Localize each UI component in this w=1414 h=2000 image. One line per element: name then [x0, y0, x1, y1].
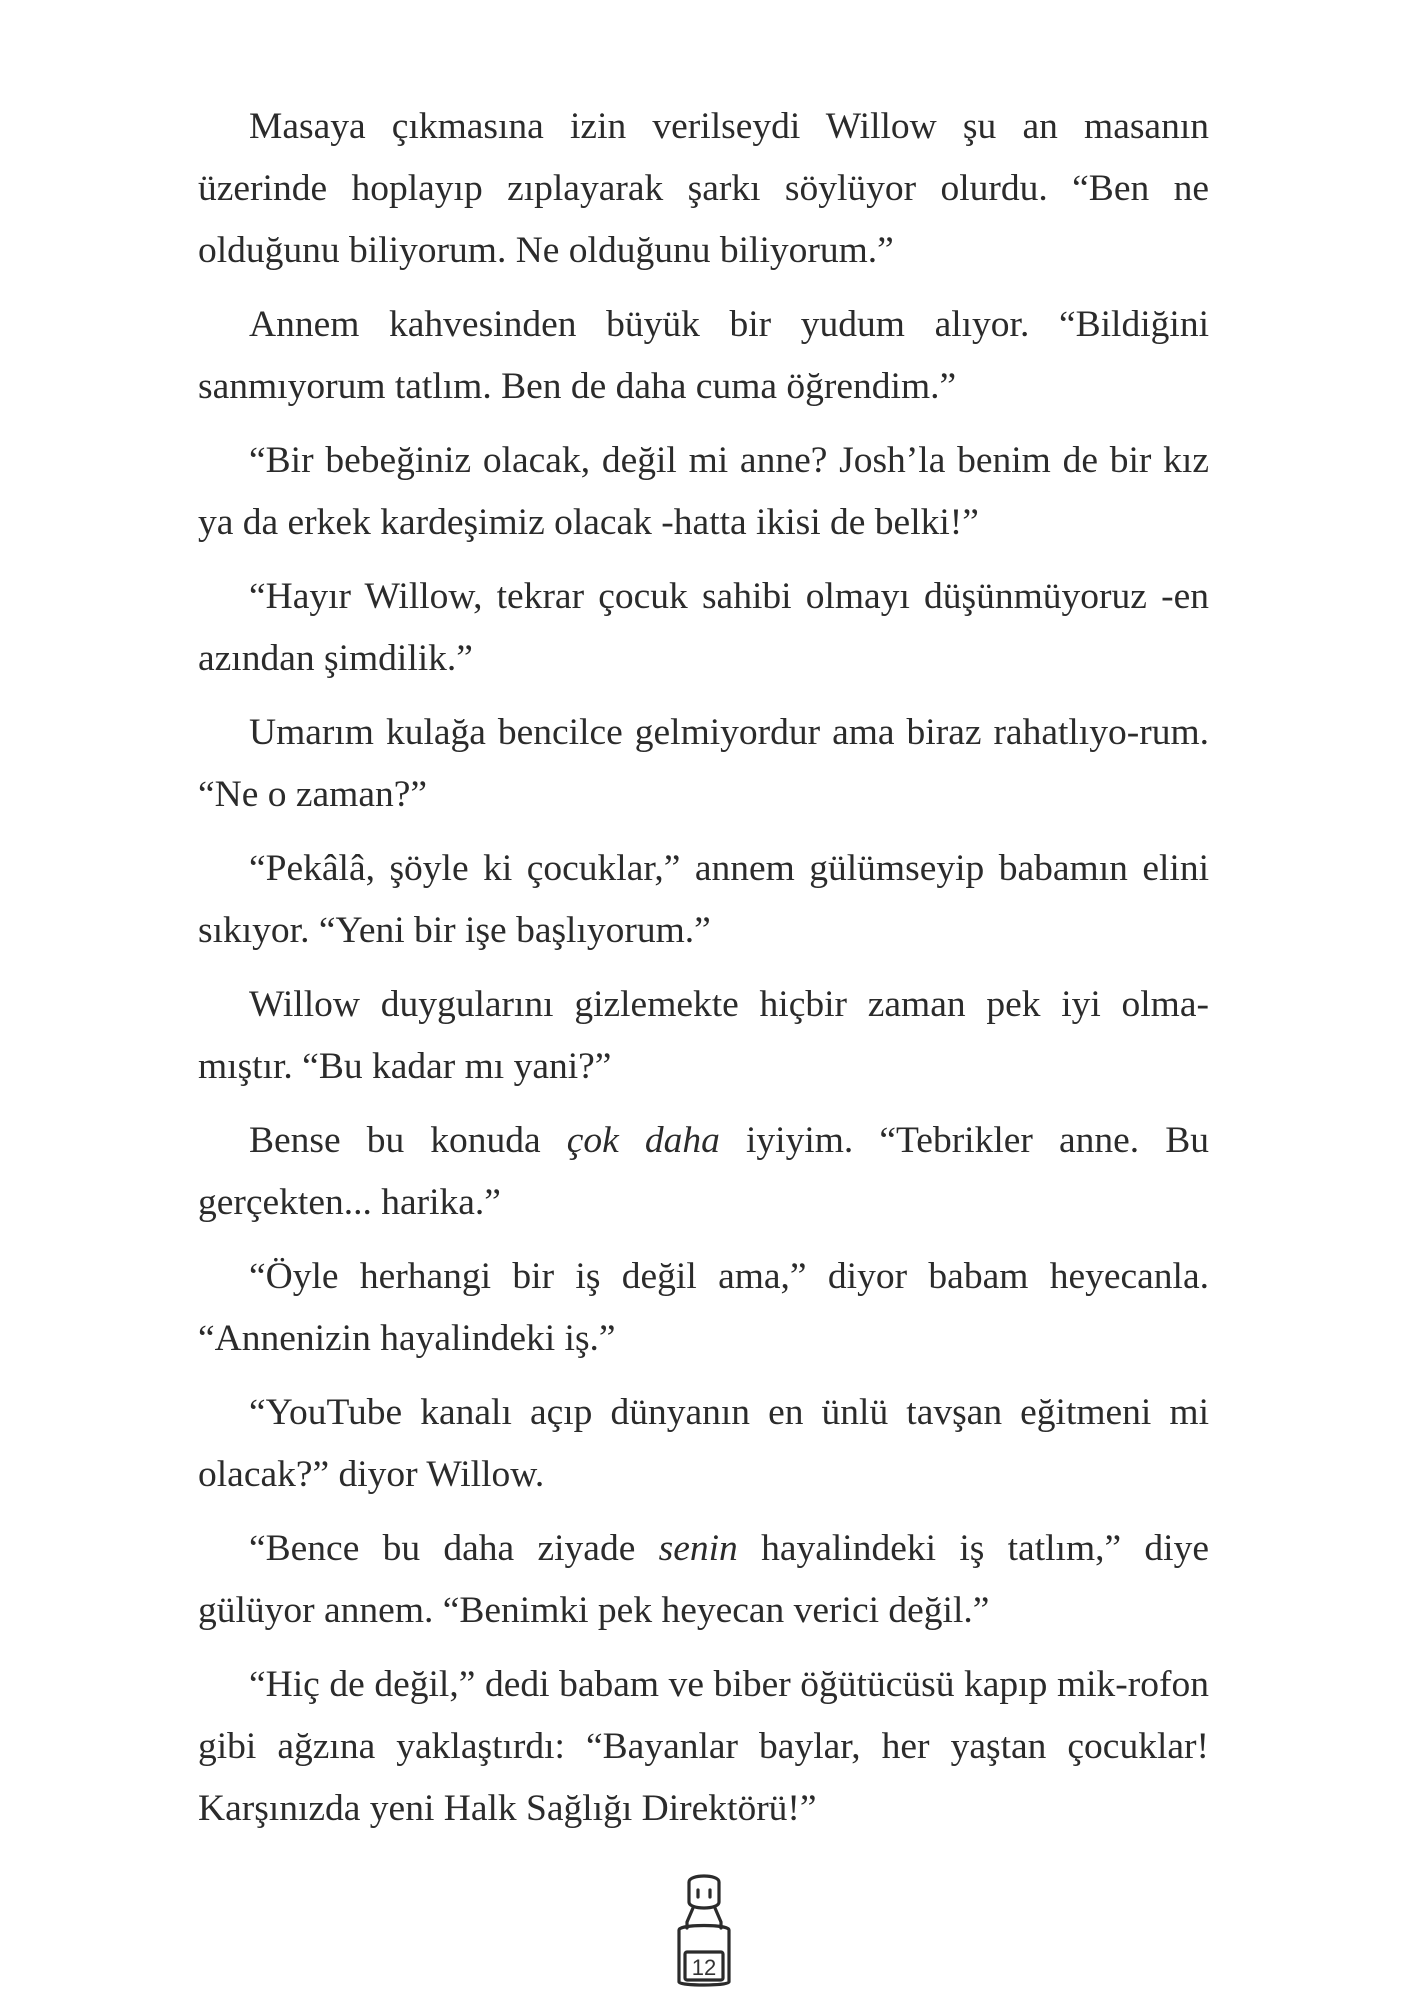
- text-run: “Bence bu daha ziyade: [249, 1528, 659, 1569]
- text-run: “Öyle herhangi bir iş değil ama,” diyor babam heyecanla. “Annenizin hayalindeki iş.”: [198, 1256, 1209, 1359]
- paragraph-6: [198, 838, 1209, 962]
- text-run: “Hayır Willow, tekrar çocuk sahibi olmayı düşünmüyoruz -en azından şimdilik.”: [198, 576, 1209, 679]
- text-run: Willow duygularını gizlemekte hiçbir zaman pek iyi olma-mıştır. “Bu kadar mı yani?”: [198, 984, 1209, 1087]
- text-run: “Hiç de değil,” dedi babam ve biber öğütücüsü kapıp mik-rofon gibi ağzına yaklaştırdı: “Bayanlar baylar, her yaştan çocuklar! Karşınızda yeni Halk Sağlığı Direktörü!”: [198, 1664, 1209, 1829]
- text-run: hayalindeki iş tatlım,” diye gülüyor annem. “Benimki pek heyecan verici değil.”: [198, 1528, 1209, 1631]
- text-run: Annem kahvesinden büyük bir yudum alıyor. “Bildiğini sanmıyorum tatlım. Ben de daha cuma öğrendim.”: [198, 304, 1209, 407]
- paragraph-1: [198, 96, 1209, 282]
- paragraph-5: [198, 702, 1209, 826]
- paragraph-4: [198, 566, 1209, 690]
- text-run: “Bir bebeğiniz olacak, değil mi anne? Josh’la benim de bir kız ya da erkek kardeşimiz olacak -hatta ikisi de belki!”: [198, 440, 1209, 543]
- page-number: 12: [691, 1955, 717, 1980]
- paragraph-12: [198, 1654, 1209, 1840]
- paragraph-3: [198, 430, 1209, 554]
- text-run: Bense bu konuda: [249, 1120, 567, 1161]
- page-footer: [673, 1868, 735, 1990]
- text-run: Umarım kulağa bencilce gelmiyordur ama biraz rahatlıyo-rum. “Ne o zaman?”: [198, 712, 1209, 815]
- paragraph-7: [198, 974, 1209, 1098]
- paragraph-10: [198, 1382, 1209, 1506]
- italic-text-run: çok daha: [566, 1120, 720, 1161]
- paragraph-2: [198, 294, 1209, 418]
- text-run: “YouTube kanalı açıp dünyanın en ünlü tavşan eğitmeni mi olacak?” diyor Willow.: [198, 1392, 1209, 1495]
- italic-text-run: senin: [658, 1528, 738, 1569]
- page-body: [198, 96, 1209, 1852]
- text-run: Masaya çıkmasına izin verilseydi Willow şu an masanın üzerinde hoplayıp zıplayarak şarkı söylüyor olurdu. “Ben ne olduğunu biliyorum. Ne olduğunu biliyorum.”: [198, 106, 1209, 271]
- text-run: “Pekâlâ, şöyle ki çocuklar,” annem gülümseyip babamın elini sıkıyor. “Yeni bir işe başlıyorum.”: [198, 848, 1209, 951]
- paragraph-9: [198, 1246, 1209, 1370]
- paragraph-8: [198, 1110, 1209, 1234]
- paragraph-11: [198, 1518, 1209, 1642]
- text-run: iyiyim. “Tebrikler anne. Bu gerçekten... harika.”: [198, 1120, 1209, 1223]
